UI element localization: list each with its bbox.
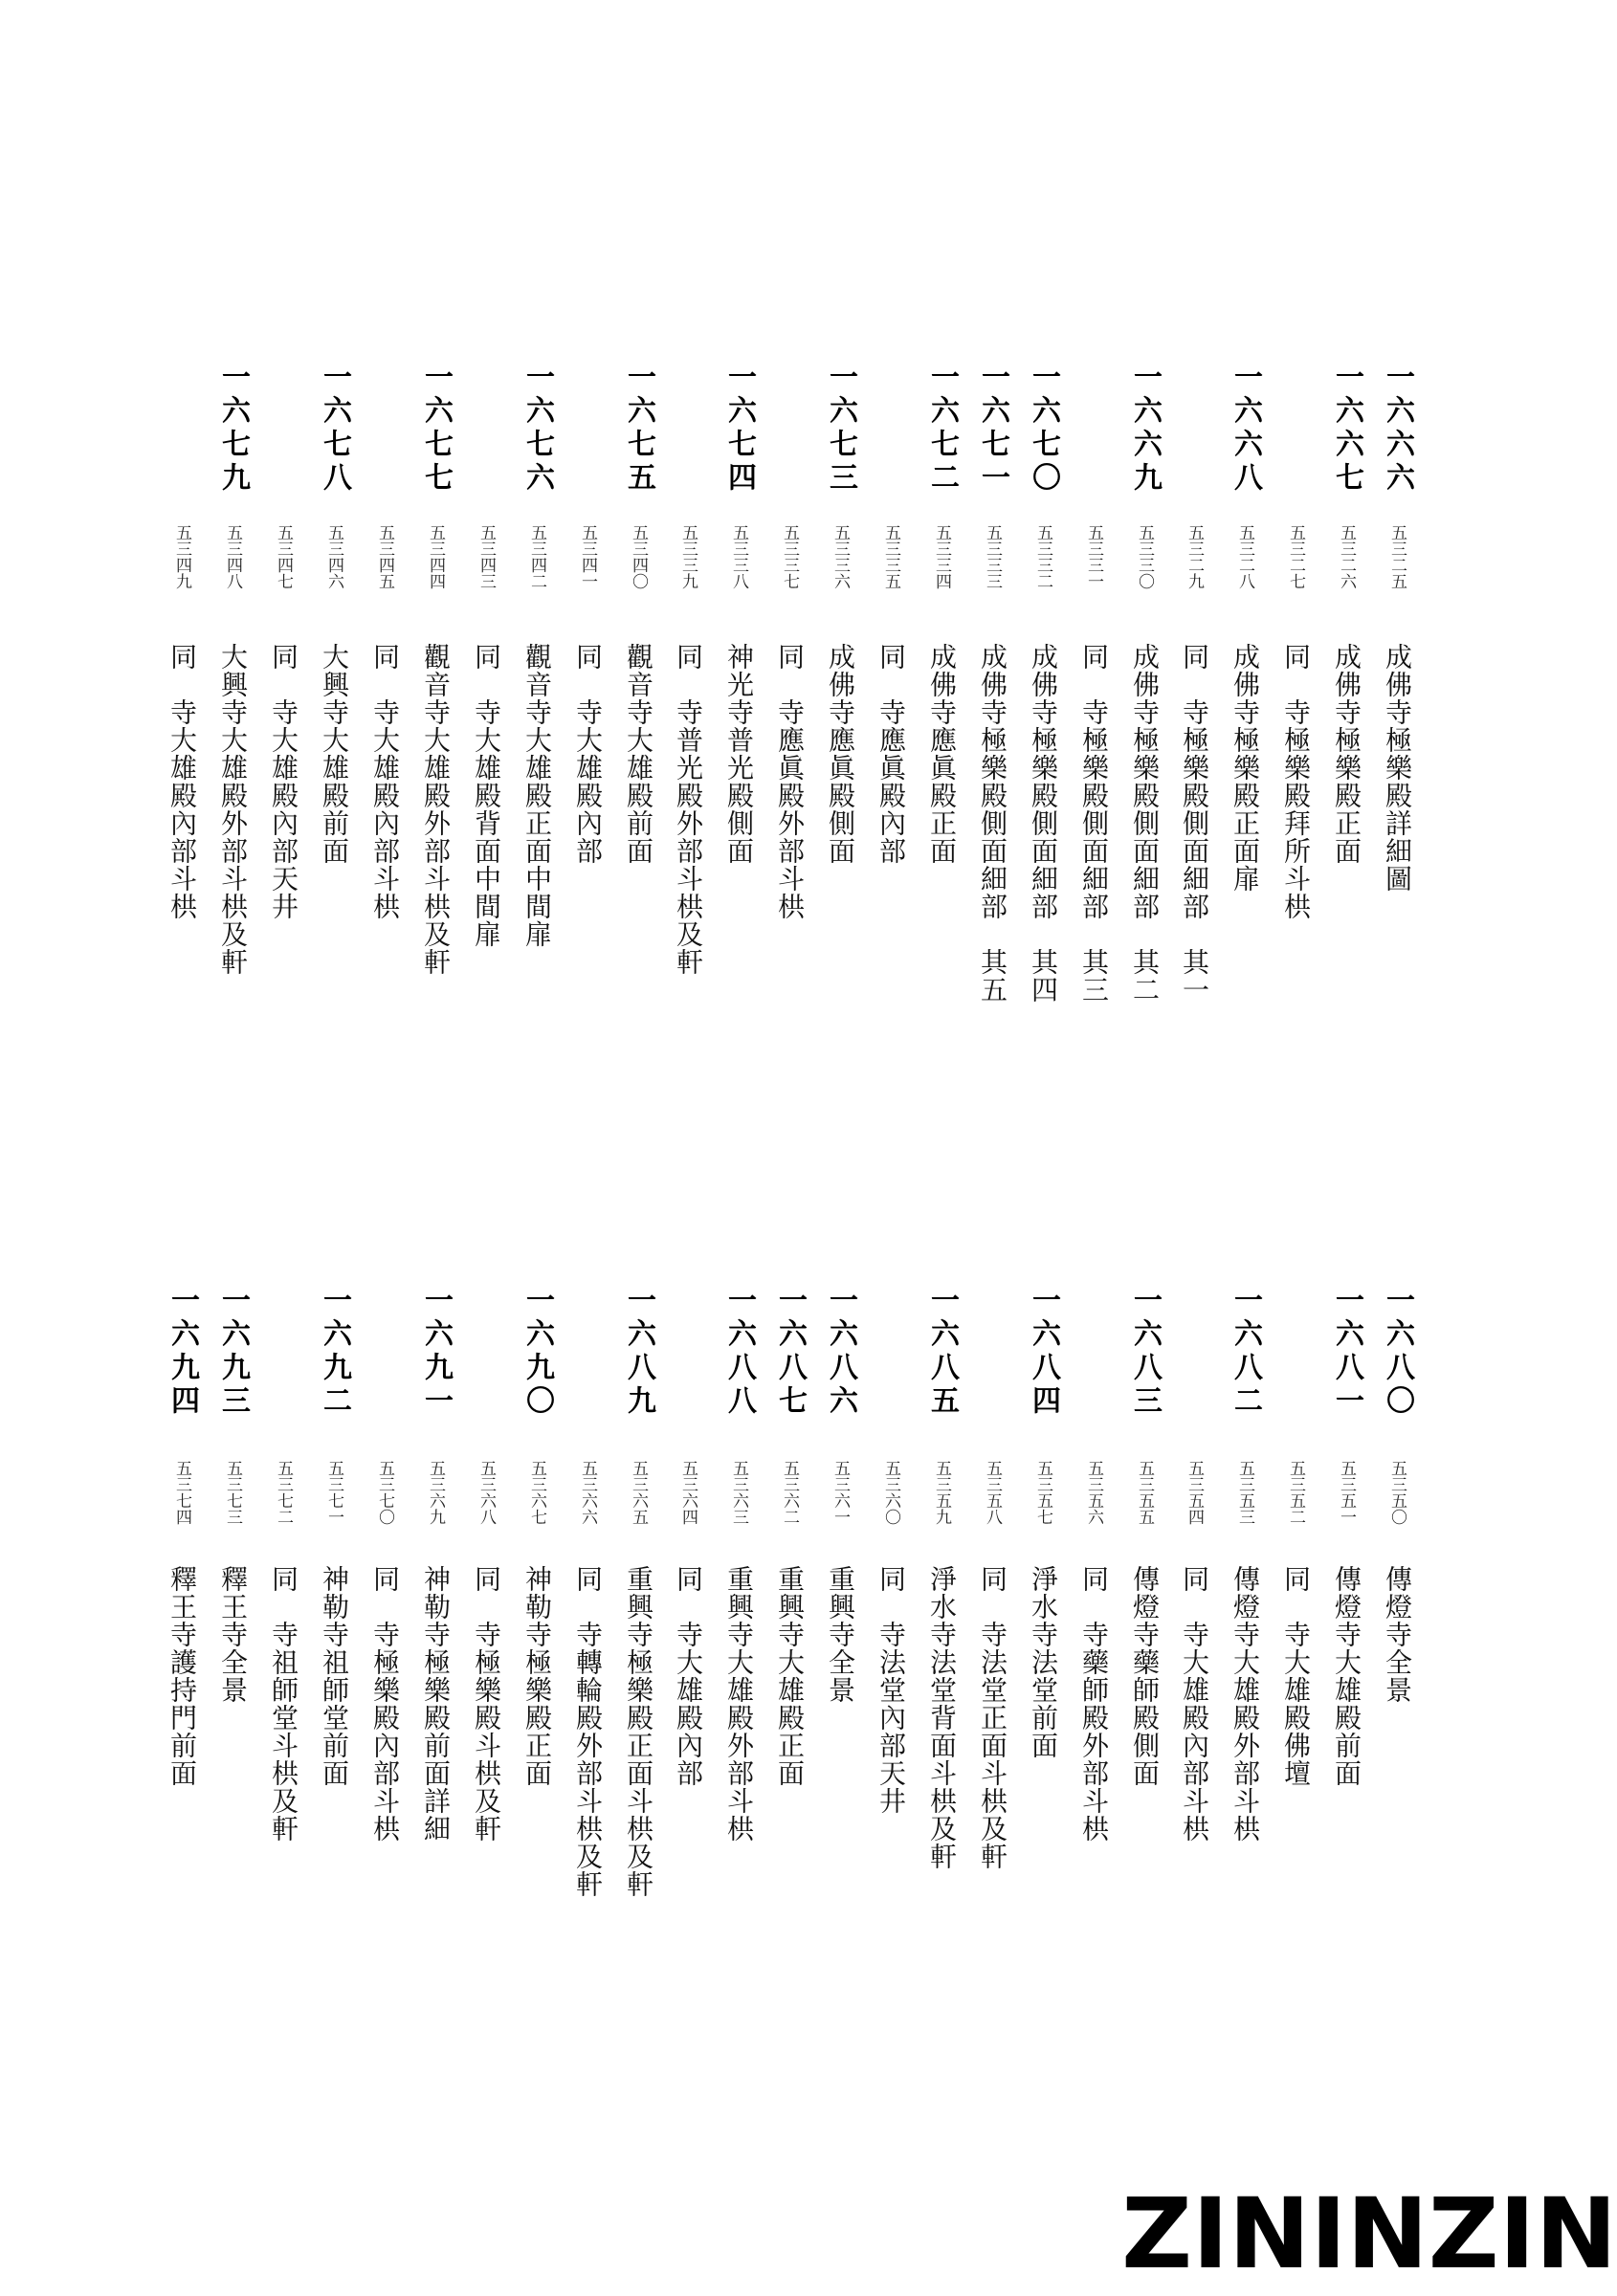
page-number: 五三四四: [426, 524, 445, 589]
plate-title: 成佛寺極樂殿正面: [1331, 643, 1362, 865]
plate-title: 同 寺轉輪殿外部斗栱及軒: [572, 1565, 604, 1898]
figure-number: 一六九三: [216, 1285, 250, 1419]
plate-title: 同 寺大雄殿內部斗栱: [1179, 1565, 1210, 1843]
plate-title: 同 寺大雄殿內部: [572, 643, 604, 865]
page-number: 五三三二: [1033, 524, 1052, 589]
page-number: 五三七四: [172, 1460, 191, 1525]
plate-title: 同 寺藥師殿外部斗栱: [1078, 1565, 1110, 1843]
figure-number: 一六六七: [1330, 362, 1363, 496]
page-number: 五三六八: [476, 1460, 496, 1525]
plate-title: 同 寺應眞殿外部斗栱: [774, 643, 806, 920]
plate-title: 神光寺普光殿側面: [723, 643, 755, 865]
figure-number: 一六九二: [318, 1285, 351, 1419]
figure-number: 一六九一: [419, 1285, 453, 1419]
page-number: 五三二八: [1235, 524, 1254, 589]
page-number: 五三五六: [1084, 1460, 1103, 1525]
plate-title: 神勒寺極樂殿前面詳細: [420, 1565, 452, 1843]
page-number: 五三五〇: [1387, 1460, 1407, 1525]
page-number: 五三三九: [678, 524, 698, 589]
plate-title: 同 寺極樂殿內部斗栱: [369, 1565, 401, 1843]
plate-title: 同 寺法堂正面斗栱及軒: [977, 1565, 1008, 1870]
figure-number: 一六八四: [1027, 1285, 1060, 1419]
plate-title: 同 寺極樂殿側面細部 其一: [1179, 643, 1210, 1004]
plate-title: 成佛寺極樂殿側面細部 其五: [977, 643, 1008, 1004]
page-number: 五三三一: [1084, 524, 1103, 589]
page-number: 五三六五: [629, 1460, 648, 1525]
page-number: 五三六四: [678, 1460, 698, 1525]
page-number: 五三六九: [426, 1460, 445, 1525]
page-number: 五三四六: [324, 524, 343, 589]
figure-number: 一六七一: [976, 362, 1009, 496]
page-number: 五三七〇: [375, 1460, 394, 1525]
plate-title: 神勒寺祖師堂前面: [319, 1565, 350, 1787]
plate-title: 觀音寺大雄殿前面: [623, 643, 654, 865]
figure-number: 一六八一: [1330, 1285, 1363, 1419]
plate-title: 大興寺大雄殿前面: [319, 643, 350, 865]
figure-number: 一六九〇: [521, 1285, 554, 1419]
plate-title: 淨水寺法堂前面: [1028, 1565, 1059, 1759]
page-number: 五三三七: [780, 524, 799, 589]
plate-title: 重興寺極樂殿正面斗栱及軒: [623, 1565, 654, 1898]
plate-title: 成佛寺極樂殿正面扉: [1229, 643, 1261, 893]
plate-title: 傳燈寺大雄殿外部斗栱: [1229, 1565, 1261, 1843]
page-number: 五三四七: [274, 524, 293, 589]
figure-number: 一六七二: [925, 362, 959, 496]
page-number: 五三四一: [578, 524, 597, 589]
plate-title: 同 寺普光殿外部斗栱及軒: [673, 643, 704, 976]
page-number: 五三六三: [729, 1460, 748, 1525]
plate-title: 淨水寺法堂背面斗栱及軒: [926, 1565, 958, 1870]
figure-number: 一六八六: [824, 1285, 857, 1419]
plate-title: 大興寺大雄殿外部斗栱及軒: [217, 643, 249, 976]
figure-number: 一六八五: [925, 1285, 959, 1419]
figure-number: 一六八七: [773, 1285, 807, 1419]
plate-title: 神勒寺極樂殿正面: [521, 1565, 553, 1787]
plate-title: 同 寺應眞殿內部: [875, 643, 907, 865]
page-number: 五三三三: [983, 524, 1002, 589]
plate-title: 重興寺大雄殿正面: [774, 1565, 806, 1787]
page-number: 五三二七: [1286, 524, 1305, 589]
plate-title: 成佛寺極樂殿側面細部 其二: [1129, 643, 1161, 1004]
page-number: 五三二九: [1185, 524, 1204, 589]
figure-number: 一六九四: [166, 1285, 199, 1419]
page-number: 五三四九: [172, 524, 191, 589]
plate-title: 觀音寺大雄殿外部斗栱及軒: [420, 643, 452, 976]
figure-number: 一六八八: [722, 1285, 756, 1419]
page-number: 五三六七: [527, 1460, 546, 1525]
figure-number: 一六七五: [622, 362, 655, 496]
plate-title: 傳燈寺藥師殿側面: [1129, 1565, 1161, 1787]
plate-title: 成佛寺應眞殿正面: [926, 643, 958, 865]
figure-number: 一六六九: [1128, 362, 1162, 496]
plate-title: 同 寺極樂殿拜所斗栱: [1280, 643, 1312, 920]
page-number: 五三五三: [1235, 1460, 1254, 1525]
plate-title: 釋王寺全景: [217, 1565, 249, 1704]
figure-number: 一六七三: [824, 362, 857, 496]
plate-title: 成佛寺極樂殿詳細圖: [1382, 643, 1413, 893]
page-number: 五三三〇: [1135, 524, 1154, 589]
page-number: 五三二六: [1337, 524, 1356, 589]
page-number: 五三五一: [1337, 1460, 1356, 1525]
page-number: 五三二五: [1387, 524, 1407, 589]
plate-title: 成佛寺應眞殿側面: [825, 643, 856, 865]
plate-title: 成佛寺極樂殿側面細部 其四: [1028, 643, 1059, 1004]
plate-title: 重興寺大雄殿外部斗栱: [723, 1565, 755, 1843]
figure-number: 一六七九: [216, 362, 250, 496]
page-number: 五三五二: [1286, 1460, 1305, 1525]
figure-number: 一六七七: [419, 362, 453, 496]
page-number: 五三四三: [476, 524, 496, 589]
page-number: 五三四八: [223, 524, 242, 589]
figure-number: 一六六六: [1381, 362, 1414, 496]
plate-title: 同 寺大雄殿背面中間扉: [471, 643, 502, 948]
page-number: 五三六一: [831, 1460, 850, 1525]
page-number: 五三四二: [527, 524, 546, 589]
page-number: 五三三四: [932, 524, 951, 589]
plate-title: 同 寺大雄殿佛壇: [1280, 1565, 1312, 1787]
plate-title: 觀音寺大雄殿正面中間扉: [521, 643, 553, 948]
page-number: 五三六〇: [881, 1460, 900, 1525]
page-number: 五三五七: [1033, 1460, 1052, 1525]
page-number: 五三六六: [578, 1460, 597, 1525]
page-number: 五三五五: [1135, 1460, 1154, 1525]
plate-title: 傳燈寺大雄殿前面: [1331, 1565, 1362, 1787]
plate-title: 同 寺極樂殿斗栱及軒: [471, 1565, 502, 1843]
plate-title: 同 寺極樂殿側面細部 其三: [1078, 643, 1110, 1004]
plate-title: 釋王寺護持門前面: [166, 1565, 198, 1787]
page-number: 五三三五: [881, 524, 900, 589]
figure-number: 一六八三: [1128, 1285, 1162, 1419]
figure-number: 一六七八: [318, 362, 351, 496]
figure-number: 一六七六: [521, 362, 554, 496]
zininzin-logo: ZININZIN: [1121, 2177, 1617, 2291]
figure-number: 一六六八: [1229, 362, 1262, 496]
figure-number: 一六八九: [622, 1285, 655, 1419]
page-number: 五三四〇: [629, 524, 648, 589]
plate-title: 傳燈寺全景: [1382, 1565, 1413, 1704]
page-number: 五三三八: [729, 524, 748, 589]
plate-title: 同 寺大雄殿內部: [673, 1565, 704, 1787]
plate-title: 同 寺大雄殿內部斗栱: [369, 643, 401, 920]
figure-number: 一六七〇: [1027, 362, 1060, 496]
figure-number: 一六八二: [1229, 1285, 1262, 1419]
figure-number: 一六八〇: [1381, 1285, 1414, 1419]
plate-title: 重興寺全景: [825, 1565, 856, 1704]
page-number: 五三七一: [324, 1460, 343, 1525]
page-number: 五三六二: [780, 1460, 799, 1525]
page-number: 五三五九: [932, 1460, 951, 1525]
page-number: 五三四五: [375, 524, 394, 589]
page-number: 五三七三: [223, 1460, 242, 1525]
page-number: 五三三六: [831, 524, 850, 589]
page-number: 五三五八: [983, 1460, 1002, 1525]
page-number: 五三五四: [1185, 1460, 1204, 1525]
plate-title: 同 寺祖師堂斗栱及軒: [268, 1565, 299, 1843]
plate-title: 同 寺法堂內部天井: [875, 1565, 907, 1815]
figure-number: 一六七四: [722, 362, 756, 496]
plate-title: 同 寺大雄殿內部天井: [268, 643, 299, 920]
plate-title: 同 寺大雄殿內部斗栱: [166, 643, 198, 920]
page-number: 五三七二: [274, 1460, 293, 1525]
